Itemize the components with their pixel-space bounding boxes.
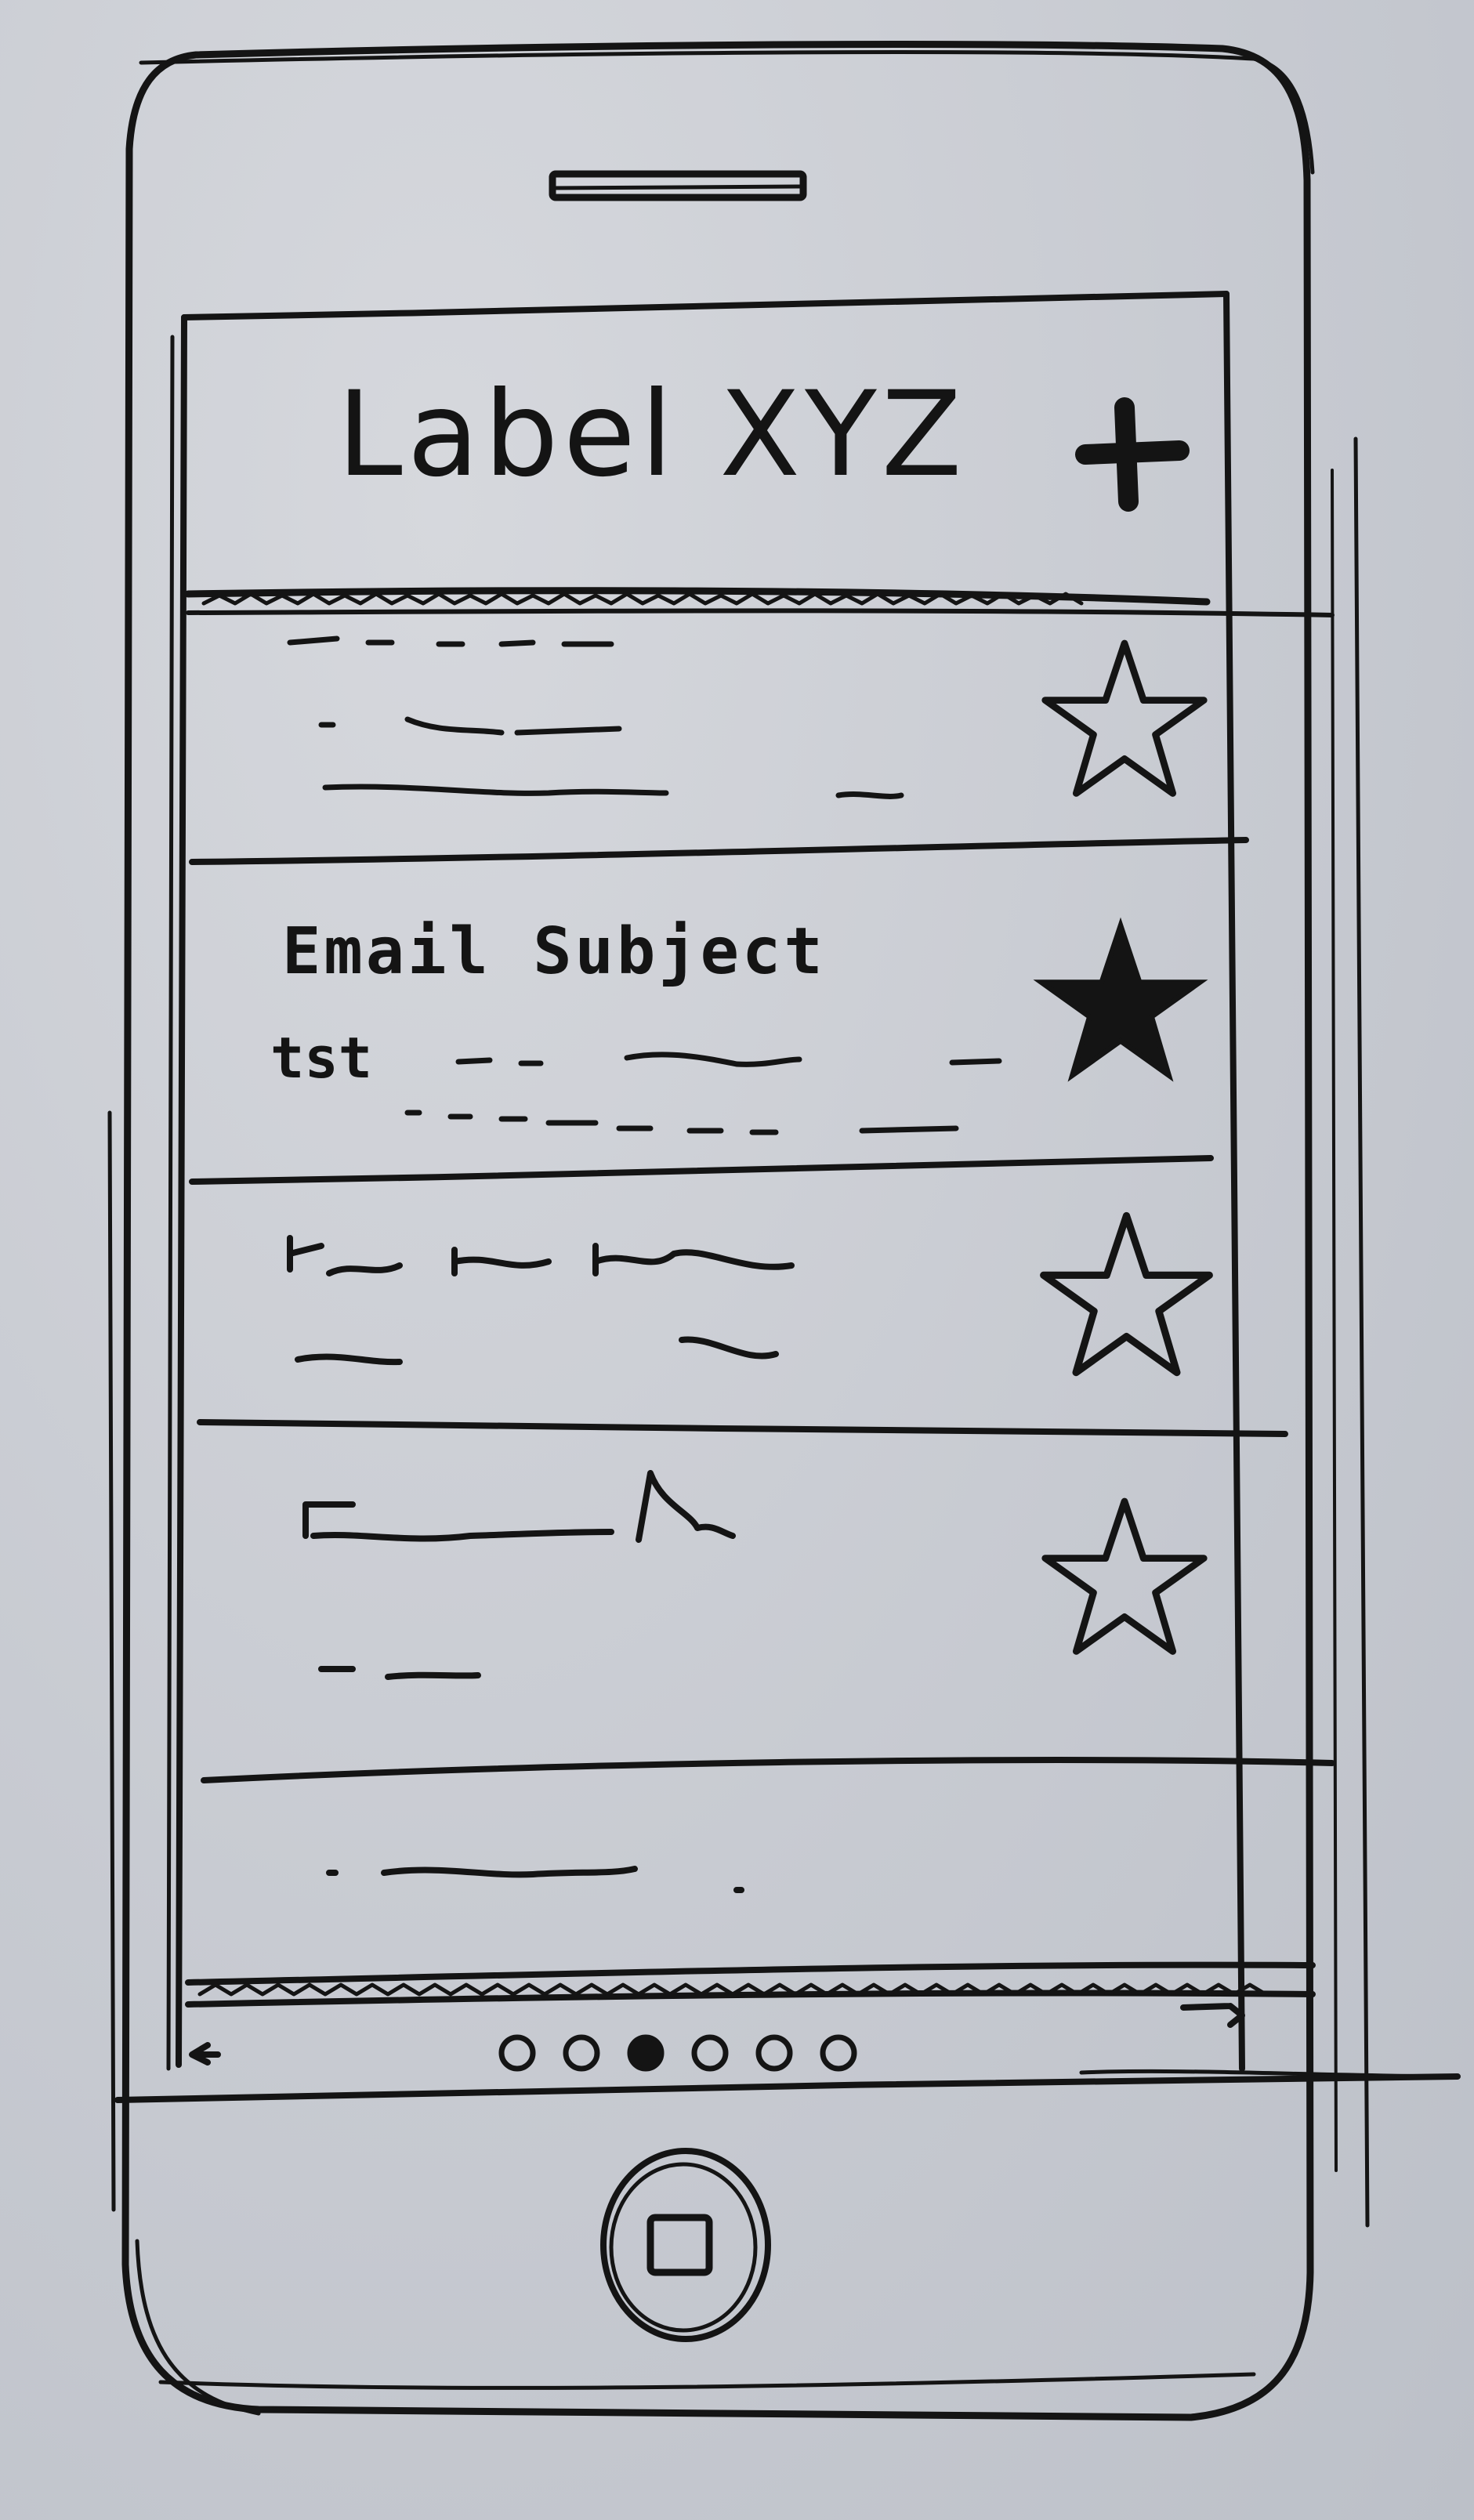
header-title: Label XYZ: [337, 367, 967, 503]
page-dot[interactable]: [694, 2037, 726, 2069]
page-dot[interactable]: [566, 2037, 597, 2069]
star-icon[interactable]: [1030, 1207, 1222, 1387]
list-item[interactable]: [200, 1787, 1242, 1971]
list-bottom-divider: [188, 1965, 1313, 2004]
star-icon[interactable]: [1038, 1489, 1211, 1669]
prev-page-button[interactable]: [180, 2026, 235, 2080]
page-dot[interactable]: [502, 2037, 533, 2069]
page-dot[interactable]: [823, 2037, 854, 2069]
home-button[interactable]: [599, 2147, 772, 2343]
star-icon[interactable]: [1034, 635, 1215, 807]
speaker-slot-icon: [552, 174, 803, 197]
page-indicator[interactable]: [494, 2022, 870, 2084]
page-dot[interactable]: [759, 2037, 790, 2069]
email-preview: tst: [270, 1025, 373, 1091]
add-button[interactable]: [1077, 396, 1187, 513]
star-filled-icon[interactable]: [1030, 917, 1211, 1089]
next-page-button[interactable]: [1175, 1986, 1254, 2033]
page-dot-active[interactable]: [630, 2037, 661, 2069]
header-divider: [188, 591, 1332, 615]
email-subject: Email Subject: [282, 914, 826, 989]
